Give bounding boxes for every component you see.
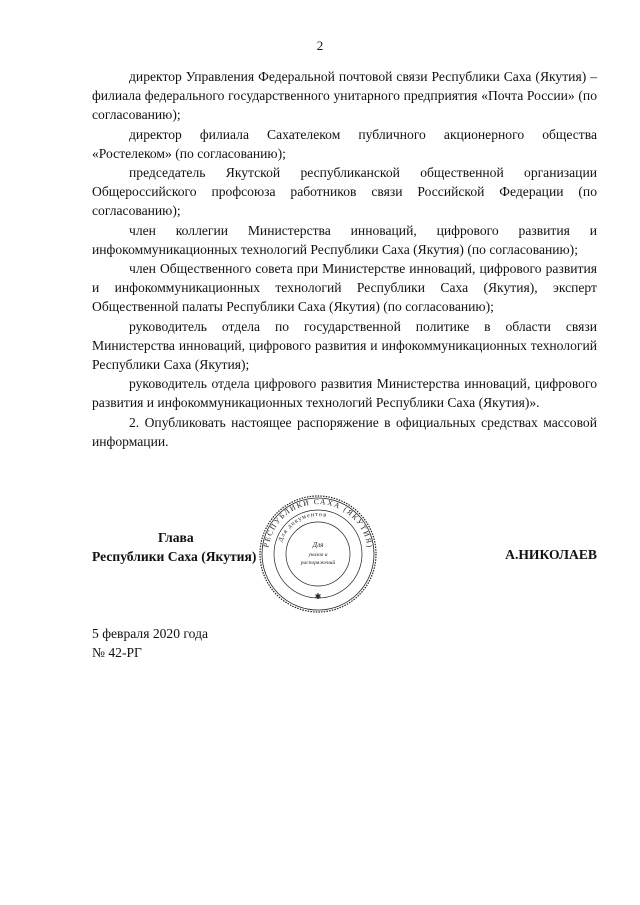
paragraph: 2. Опубликовать настоящее распоряжение в официальных средствах массовой информации. bbox=[92, 414, 597, 449]
official-seal bbox=[258, 494, 378, 614]
signatory-name: А.НИКОЛАЕВ bbox=[505, 547, 597, 562]
seal-center-line2: указов и bbox=[308, 552, 328, 558]
seal-outer-text: РЕСПУБЛИКИ САХА (ЯКУТИЯ) bbox=[261, 496, 375, 550]
document-footer bbox=[92, 624, 208, 662]
seal-center-line3: распоряжений bbox=[300, 560, 336, 566]
paragraph: директор Управления Федеральной почтовой связи Республики Саха (Якутия) – филиала федерального государственного унитарного предприятия «Почта России» (по согласованию); bbox=[92, 69, 597, 123]
paragraph: член Общественного совета при Министерстве инноваций, цифрового развития и инфокоммуникационных технологий Республики Саха (Якутия), эксперт Общественной палаты Республики Саха (Якутия) (по согласованию); bbox=[92, 261, 597, 315]
seal-star-icon: ✱ bbox=[314, 592, 322, 601]
seal-center-line1: Для bbox=[312, 541, 324, 549]
document-date: 5 февраля 2020 года bbox=[92, 626, 209, 641]
paragraph: председатель Якутской республиканской общественной организации Общероссийского профсоюза работников связи Российской Федерации (по согласованию); bbox=[92, 165, 597, 219]
paragraph: руководитель отдела по государственной политике в области связи Министерства инноваций, цифрового развития и инфокоммуникационных технологий Республики Саха (Якутия); bbox=[92, 318, 597, 373]
paragraph: директор филиала Сахателеком публичного акционерного общества «Ростелеком» (по согласованию); bbox=[92, 126, 597, 161]
signatory-title bbox=[92, 528, 272, 566]
document-body bbox=[92, 67, 597, 451]
signatory-title-line2: Республики Саха (Якутия) bbox=[92, 549, 257, 564]
paragraph: член коллегии Министерства инноваций, цифрового развития и инфокоммуникационных технологий Республики Саха (Якутия) (по согласованию); bbox=[92, 222, 597, 257]
document-number: № 42-РГ bbox=[92, 645, 142, 660]
signatory-title-line1: Глава bbox=[158, 530, 194, 545]
seal-inner-text: Для документов bbox=[277, 510, 328, 543]
paragraph: руководитель отдела цифрового развития Министерства инноваций, цифрового развития и инфокоммуникационных технологий Республики Саха (Якутия)». bbox=[92, 376, 597, 411]
page-number: 2 bbox=[316, 38, 324, 53]
